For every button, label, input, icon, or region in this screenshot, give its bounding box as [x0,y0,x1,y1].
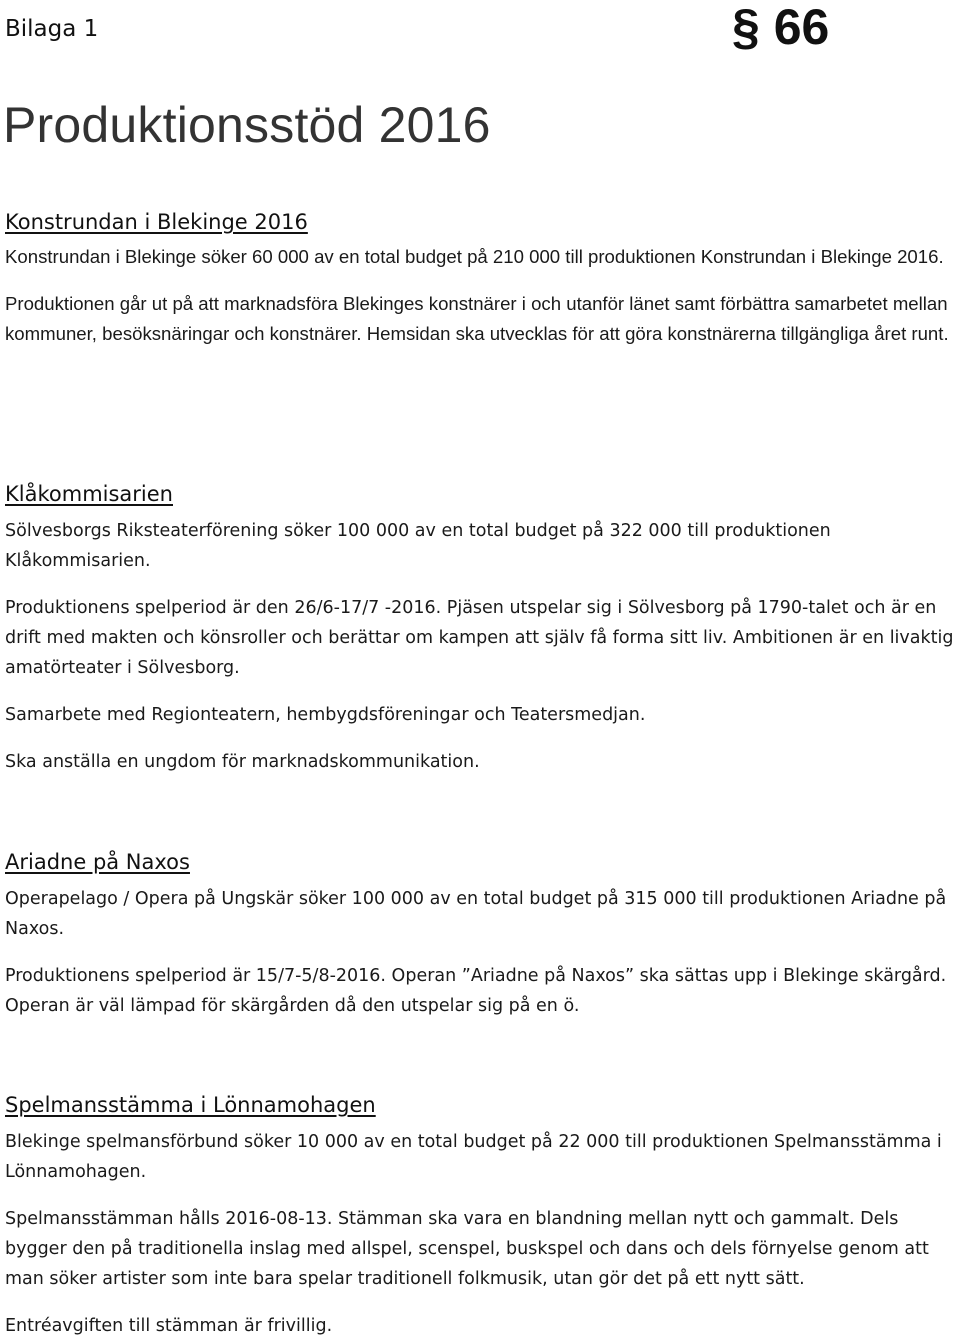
section-paragraph: Samarbete med Regionteatern, hembygdsföreningar och Teatersmedjan. [5,705,646,725]
section-heading: Konstrundan i Blekinge 2016 [5,210,308,234]
section-paragraph: Entréavgiften till stämman är frivillig. [5,1316,333,1336]
section-heading: Klåkommisarien [5,482,173,506]
section-konstrundan [5,210,960,349]
section-klakommisarien [5,482,960,777]
section-spelmansstamma [5,1093,960,1341]
section-paragraph: Blekinge spelmansförbund söker 10 000 av en total budget på 22 000 till produktionen Spelmansstämma i Lönnamohagen. [5,1132,942,1182]
section-paragraph: Produktionen går ut på att marknadsföra Blekinges konstnärer i och utanför länet samt förbättra samarbetet mellan kommuner, besöksnäringar och konstnärer. Hemsidan ska utvecklas för att göra konstnärerna tillgängliga året runt. [5,293,949,344]
paragraph-number: § 66 [732,0,830,55]
section-paragraph: Sölvesborgs Riksteaterförening söker 100 000 av en total budget på 322 000 till produktionen Klåkommisarien. [5,521,831,571]
section-paragraph: Produktionens spelperiod är den 26/6-17/7 -2016. Pjäsen utspelar sig i Sölvesborg på 1790-talet och är en drift med makten och könsroller och berättar om kampen att själv få forma sitt liv. Ambitionen är en livaktig amatörteater i Sölvesborg. [5,598,954,678]
section-ariadne [5,850,960,1021]
section-heading: Ariadne på Naxos [5,850,190,874]
appendix-label: Bilaga 1 [5,16,99,42]
page-title: Produktionsstöd 2016 [3,97,491,153]
section-paragraph: Ska anställa en ungdom för marknadskommunikation. [5,752,480,772]
section-paragraph: Produktionens spelperiod är 15/7-5/8-2016. Operan ”Ariadne på Naxos” ska sättas upp i Blekinge skärgård. Operan är väl lämpad för skärgården då den utspelar sig på en ö. [5,966,947,1016]
section-paragraph: Spelmansstämman hålls 2016-08-13. Stämman ska vara en blandning mellan nytt och gammalt. Dels bygger den på traditionella inslag med allspel, scenspel, buskspel och dans och dels förnyelse genom att man söker artister som inte bara spelar traditionell folkmusik, utan gör det på ett nytt sätt. [5,1209,929,1289]
section-heading: Spelmansstämma i Lönnamohagen [5,1093,376,1117]
section-paragraph: Konstrundan i Blekinge söker 60 000 av en total budget på 210 000 till produktionen Konstrundan i Blekinge 2016. [5,246,944,267]
section-paragraph: Operapelago / Opera på Ungskär söker 100 000 av en total budget på 315 000 till produktionen Ariadne på Naxos. [5,889,947,939]
